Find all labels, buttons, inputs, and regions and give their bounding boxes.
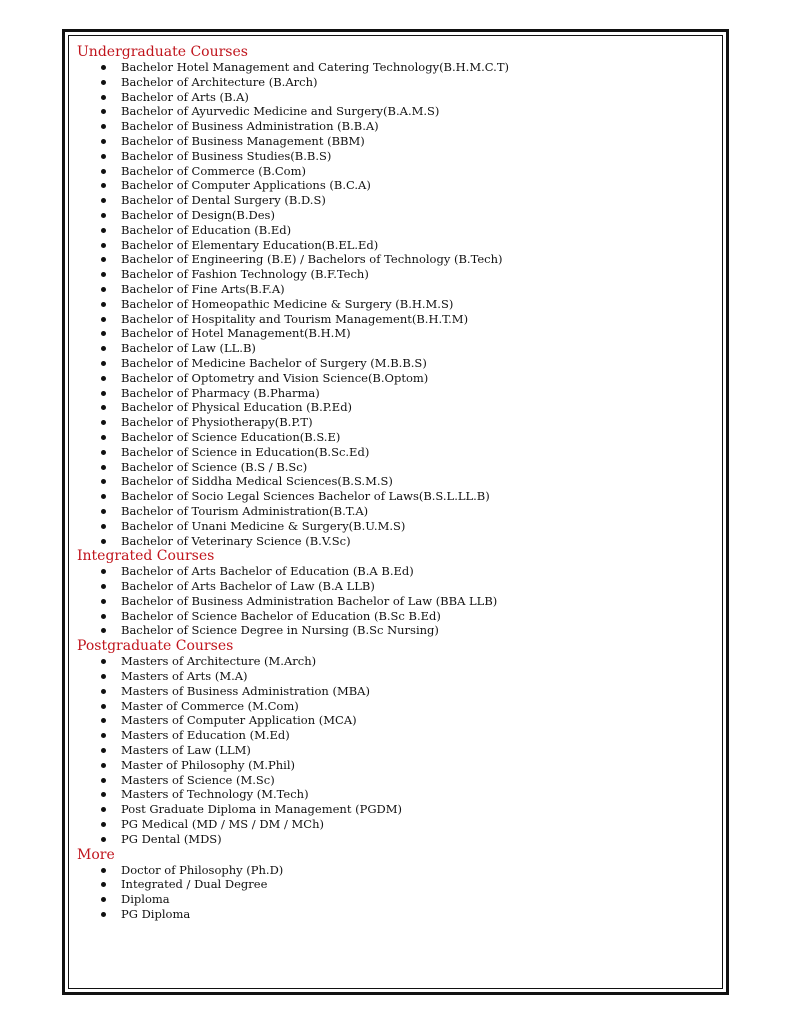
course-name: Bachelor of Dental Surgery (B.D.S)	[121, 193, 326, 208]
bullet-icon	[101, 509, 106, 514]
list-item	[77, 669, 717, 684]
bullet-icon	[101, 748, 106, 753]
list-item	[77, 415, 717, 430]
course-list	[77, 654, 717, 846]
list-item	[77, 386, 717, 401]
course-name: Bachelor of Fine Arts(B.F.A)	[121, 281, 285, 296]
bullet-icon	[101, 897, 106, 902]
course-name: Bachelor of Arts (B.A)	[121, 89, 249, 104]
bullet-icon	[101, 228, 106, 233]
course-name: Masters of Business Administration (MBA)	[121, 683, 370, 698]
bullet-icon	[101, 435, 106, 440]
bullet-icon	[101, 614, 106, 619]
bullet-icon	[101, 183, 106, 188]
course-list	[77, 60, 717, 548]
course-name: Bachelor of Engineering (B.E) / Bachelors of Technology (B.Tech)	[121, 252, 503, 267]
list-item	[77, 863, 717, 878]
bullet-icon	[101, 465, 106, 470]
course-name: Bachelor of Business Administration (B.B.A)	[121, 119, 379, 134]
course-name: PG Medical (MD / MS / DM / MCh)	[121, 817, 324, 832]
bullet-icon	[101, 539, 106, 544]
bullet-icon	[101, 154, 106, 159]
bullet-icon	[101, 213, 106, 218]
bullet-icon	[101, 807, 106, 812]
bullet-icon	[101, 287, 106, 292]
list-item	[77, 504, 717, 519]
list-item	[77, 75, 717, 90]
course-name: Bachelor of Unani Medicine & Surgery(B.U.M.S)	[121, 518, 406, 533]
bullet-icon	[101, 704, 106, 709]
bullet-icon	[101, 628, 106, 633]
list-item	[77, 371, 717, 386]
course-name: Bachelor of Science Bachelor of Education (B.Sc B.Ed)	[121, 608, 441, 623]
bullet-icon	[101, 792, 106, 797]
bullet-icon	[101, 139, 106, 144]
bullet-icon	[101, 718, 106, 723]
bullet-icon	[101, 674, 106, 679]
course-name: Bachelor of Business Administration Bachelor of Law (BBA LLB)	[121, 593, 498, 608]
list-item	[77, 802, 717, 817]
bullet-icon	[101, 376, 106, 381]
list-item	[77, 90, 717, 105]
list-item	[77, 430, 717, 445]
bullet-icon	[101, 346, 106, 351]
list-item	[77, 609, 717, 624]
bullet-icon	[101, 659, 106, 664]
bullet-icon	[101, 882, 106, 887]
bullet-icon	[101, 257, 106, 262]
bullet-icon	[101, 912, 106, 917]
list-item	[77, 713, 717, 728]
course-name: Bachelor of Fashion Technology (B.F.Tech)	[121, 267, 369, 282]
course-name: Bachelor of Homeopathic Medicine & Surgery (B.H.M.S)	[121, 296, 454, 311]
bullet-icon	[101, 524, 106, 529]
course-name: Bachelor of Commerce (B.Com)	[121, 163, 306, 178]
course-name: Diploma	[121, 892, 170, 907]
course-name: Bachelor of Elementary Education(B.EL.Ed)	[121, 237, 379, 252]
bullet-icon	[101, 124, 106, 129]
course-name: Bachelor of Education (B.Ed)	[121, 222, 292, 237]
course-name: Bachelor of Design(B.Des)	[121, 207, 275, 222]
bullet-icon	[101, 450, 106, 455]
course-name: Bachelor of Pharmacy (B.Pharma)	[121, 385, 320, 400]
bullet-icon	[101, 689, 106, 694]
section-heading: Undergraduate Courses	[77, 44, 248, 60]
list-item	[77, 356, 717, 371]
list-item	[77, 104, 717, 119]
list-item	[77, 134, 717, 149]
list-item	[77, 400, 717, 415]
list-item	[77, 460, 717, 475]
list-item	[77, 312, 717, 327]
course-name: Bachelor of Hospitality and Tourism Management(B.H.T.M)	[121, 311, 469, 326]
list-item	[77, 892, 717, 907]
list-item	[77, 297, 717, 312]
course-name: Bachelor of Ayurvedic Medicine and Surgery(B.A.M.S)	[121, 104, 440, 119]
course-list	[77, 863, 717, 922]
list-item	[77, 474, 717, 489]
course-name: Masters of Science (M.Sc)	[121, 772, 275, 787]
bullet-icon	[101, 169, 106, 174]
course-name: Bachelor of Physiotherapy(B.P.T)	[121, 415, 313, 430]
list-item	[77, 252, 717, 267]
list-item	[77, 282, 717, 297]
course-name: Bachelor of Business Management (BBM)	[121, 133, 365, 148]
course-name: Bachelor of Optometry and Vision Science(B.Optom)	[121, 370, 429, 385]
course-name: Master of Commerce (M.Com)	[121, 698, 299, 713]
bullet-icon	[101, 95, 106, 100]
section-heading: More	[77, 846, 115, 863]
bullet-icon	[101, 317, 106, 322]
course-name: Masters of Architecture (M.Arch)	[121, 654, 317, 669]
course-name: Bachelor of Science Education(B.S.E)	[121, 429, 341, 444]
list-item	[77, 594, 717, 609]
course-name: Bachelor of Medicine Bachelor of Surgery (M.B.B.S)	[121, 355, 427, 370]
course-name: Masters of Computer Application (MCA)	[121, 713, 357, 728]
list-item	[77, 743, 717, 758]
bullet-icon	[101, 599, 106, 604]
list-item	[77, 519, 717, 534]
list-item	[77, 223, 717, 238]
course-name: PG Diploma	[121, 907, 191, 922]
list-item	[77, 326, 717, 341]
course-name: Masters of Technology (M.Tech)	[121, 787, 309, 802]
list-item	[77, 238, 717, 253]
list-item	[77, 623, 717, 638]
bullet-icon	[101, 420, 106, 425]
list-item	[77, 164, 717, 179]
list-item	[77, 728, 717, 743]
course-name: Bachelor of Computer Applications (B.C.A)	[121, 178, 371, 193]
course-name: Integrated / Dual Degree	[121, 877, 268, 892]
list-item	[77, 787, 717, 802]
course-name: PG Dental (MDS)	[121, 831, 222, 846]
list-item	[77, 178, 717, 193]
bullet-icon	[101, 272, 106, 277]
course-name: Doctor of Philosophy (Ph.D)	[121, 862, 284, 877]
list-item	[77, 684, 717, 699]
list-item	[77, 149, 717, 164]
bullet-icon	[101, 868, 106, 873]
course-name: Bachelor Hotel Management and Catering Technology(B.H.M.C.T)	[121, 60, 509, 74]
course-name: Post Graduate Diploma in Management (PGDM)	[121, 802, 402, 817]
course-name: Bachelor of Socio Legal Sciences Bachelor of Laws(B.S.L.LL.B)	[121, 489, 490, 504]
bullet-icon	[101, 361, 106, 366]
bullet-icon	[101, 822, 106, 827]
list-item	[77, 699, 717, 714]
bullet-icon	[101, 763, 106, 768]
list-item	[77, 579, 717, 594]
course-name: Bachelor of Veterinary Science (B.V.Sc)	[121, 533, 351, 548]
course-name: Master of Philosophy (M.Phil)	[121, 757, 296, 772]
bullet-icon	[101, 479, 106, 484]
list-item	[77, 877, 717, 892]
list-item	[77, 564, 717, 579]
bullet-icon	[101, 109, 106, 114]
course-name: Masters of Education (M.Ed)	[121, 728, 290, 743]
list-item	[77, 208, 717, 223]
list-item	[77, 193, 717, 208]
course-name: Bachelor of Science in Education(B.Sc.Ed)	[121, 444, 370, 459]
section-heading: Postgraduate Courses	[77, 638, 234, 655]
list-item	[77, 758, 717, 773]
list-item	[77, 907, 717, 922]
section-heading: Integrated Courses	[77, 548, 215, 565]
course-name: Bachelor of Law (LL.B)	[121, 341, 256, 356]
bullet-icon	[101, 391, 106, 396]
list-item	[77, 773, 717, 788]
course-name: Bachelor of Science Degree in Nursing (B.Sc Nursing)	[121, 623, 439, 638]
course-name: Bachelor of Physical Education (B.P.Ed)	[121, 400, 353, 415]
list-item	[77, 267, 717, 282]
course-name: Bachelor of Siddha Medical Sciences(B.S.M.S)	[121, 474, 393, 489]
course-name: Bachelor of Arts Bachelor of Law (B.A LLB)	[121, 579, 375, 594]
document-content	[77, 44, 717, 922]
bullet-icon	[101, 837, 106, 842]
bullet-icon	[101, 198, 106, 203]
list-item	[77, 817, 717, 832]
bullet-icon	[101, 65, 106, 70]
list-item	[77, 534, 717, 549]
course-name: Bachelor of Tourism Administration(B.T.A)	[121, 503, 369, 518]
list-item	[77, 489, 717, 504]
list-item	[77, 654, 717, 669]
bullet-icon	[101, 331, 106, 336]
bullet-icon	[101, 494, 106, 499]
bullet-icon	[101, 405, 106, 410]
course-name: Bachelor of Arts Bachelor of Education (B.A B.Ed)	[121, 564, 414, 579]
bullet-icon	[101, 778, 106, 783]
bullet-icon	[101, 243, 106, 248]
list-item	[77, 60, 717, 75]
bullet-icon	[101, 302, 106, 307]
course-name: Bachelor of Science (B.S / B.Sc)	[121, 459, 308, 474]
list-item	[77, 341, 717, 356]
course-name: Bachelor of Hotel Management(B.H.M)	[121, 326, 351, 341]
bullet-icon	[101, 733, 106, 738]
list-item	[77, 832, 717, 847]
list-item	[77, 445, 717, 460]
bullet-icon	[101, 569, 106, 574]
bullet-icon	[101, 80, 106, 85]
course-name: Bachelor of Architecture (B.Arch)	[121, 74, 318, 89]
list-item	[77, 119, 717, 134]
bullet-icon	[101, 584, 106, 589]
course-list	[77, 564, 717, 638]
course-name: Masters of Law (LLM)	[121, 743, 251, 758]
course-name: Masters of Arts (M.A)	[121, 669, 248, 684]
course-name: Bachelor of Business Studies(B.B.S)	[121, 148, 332, 163]
